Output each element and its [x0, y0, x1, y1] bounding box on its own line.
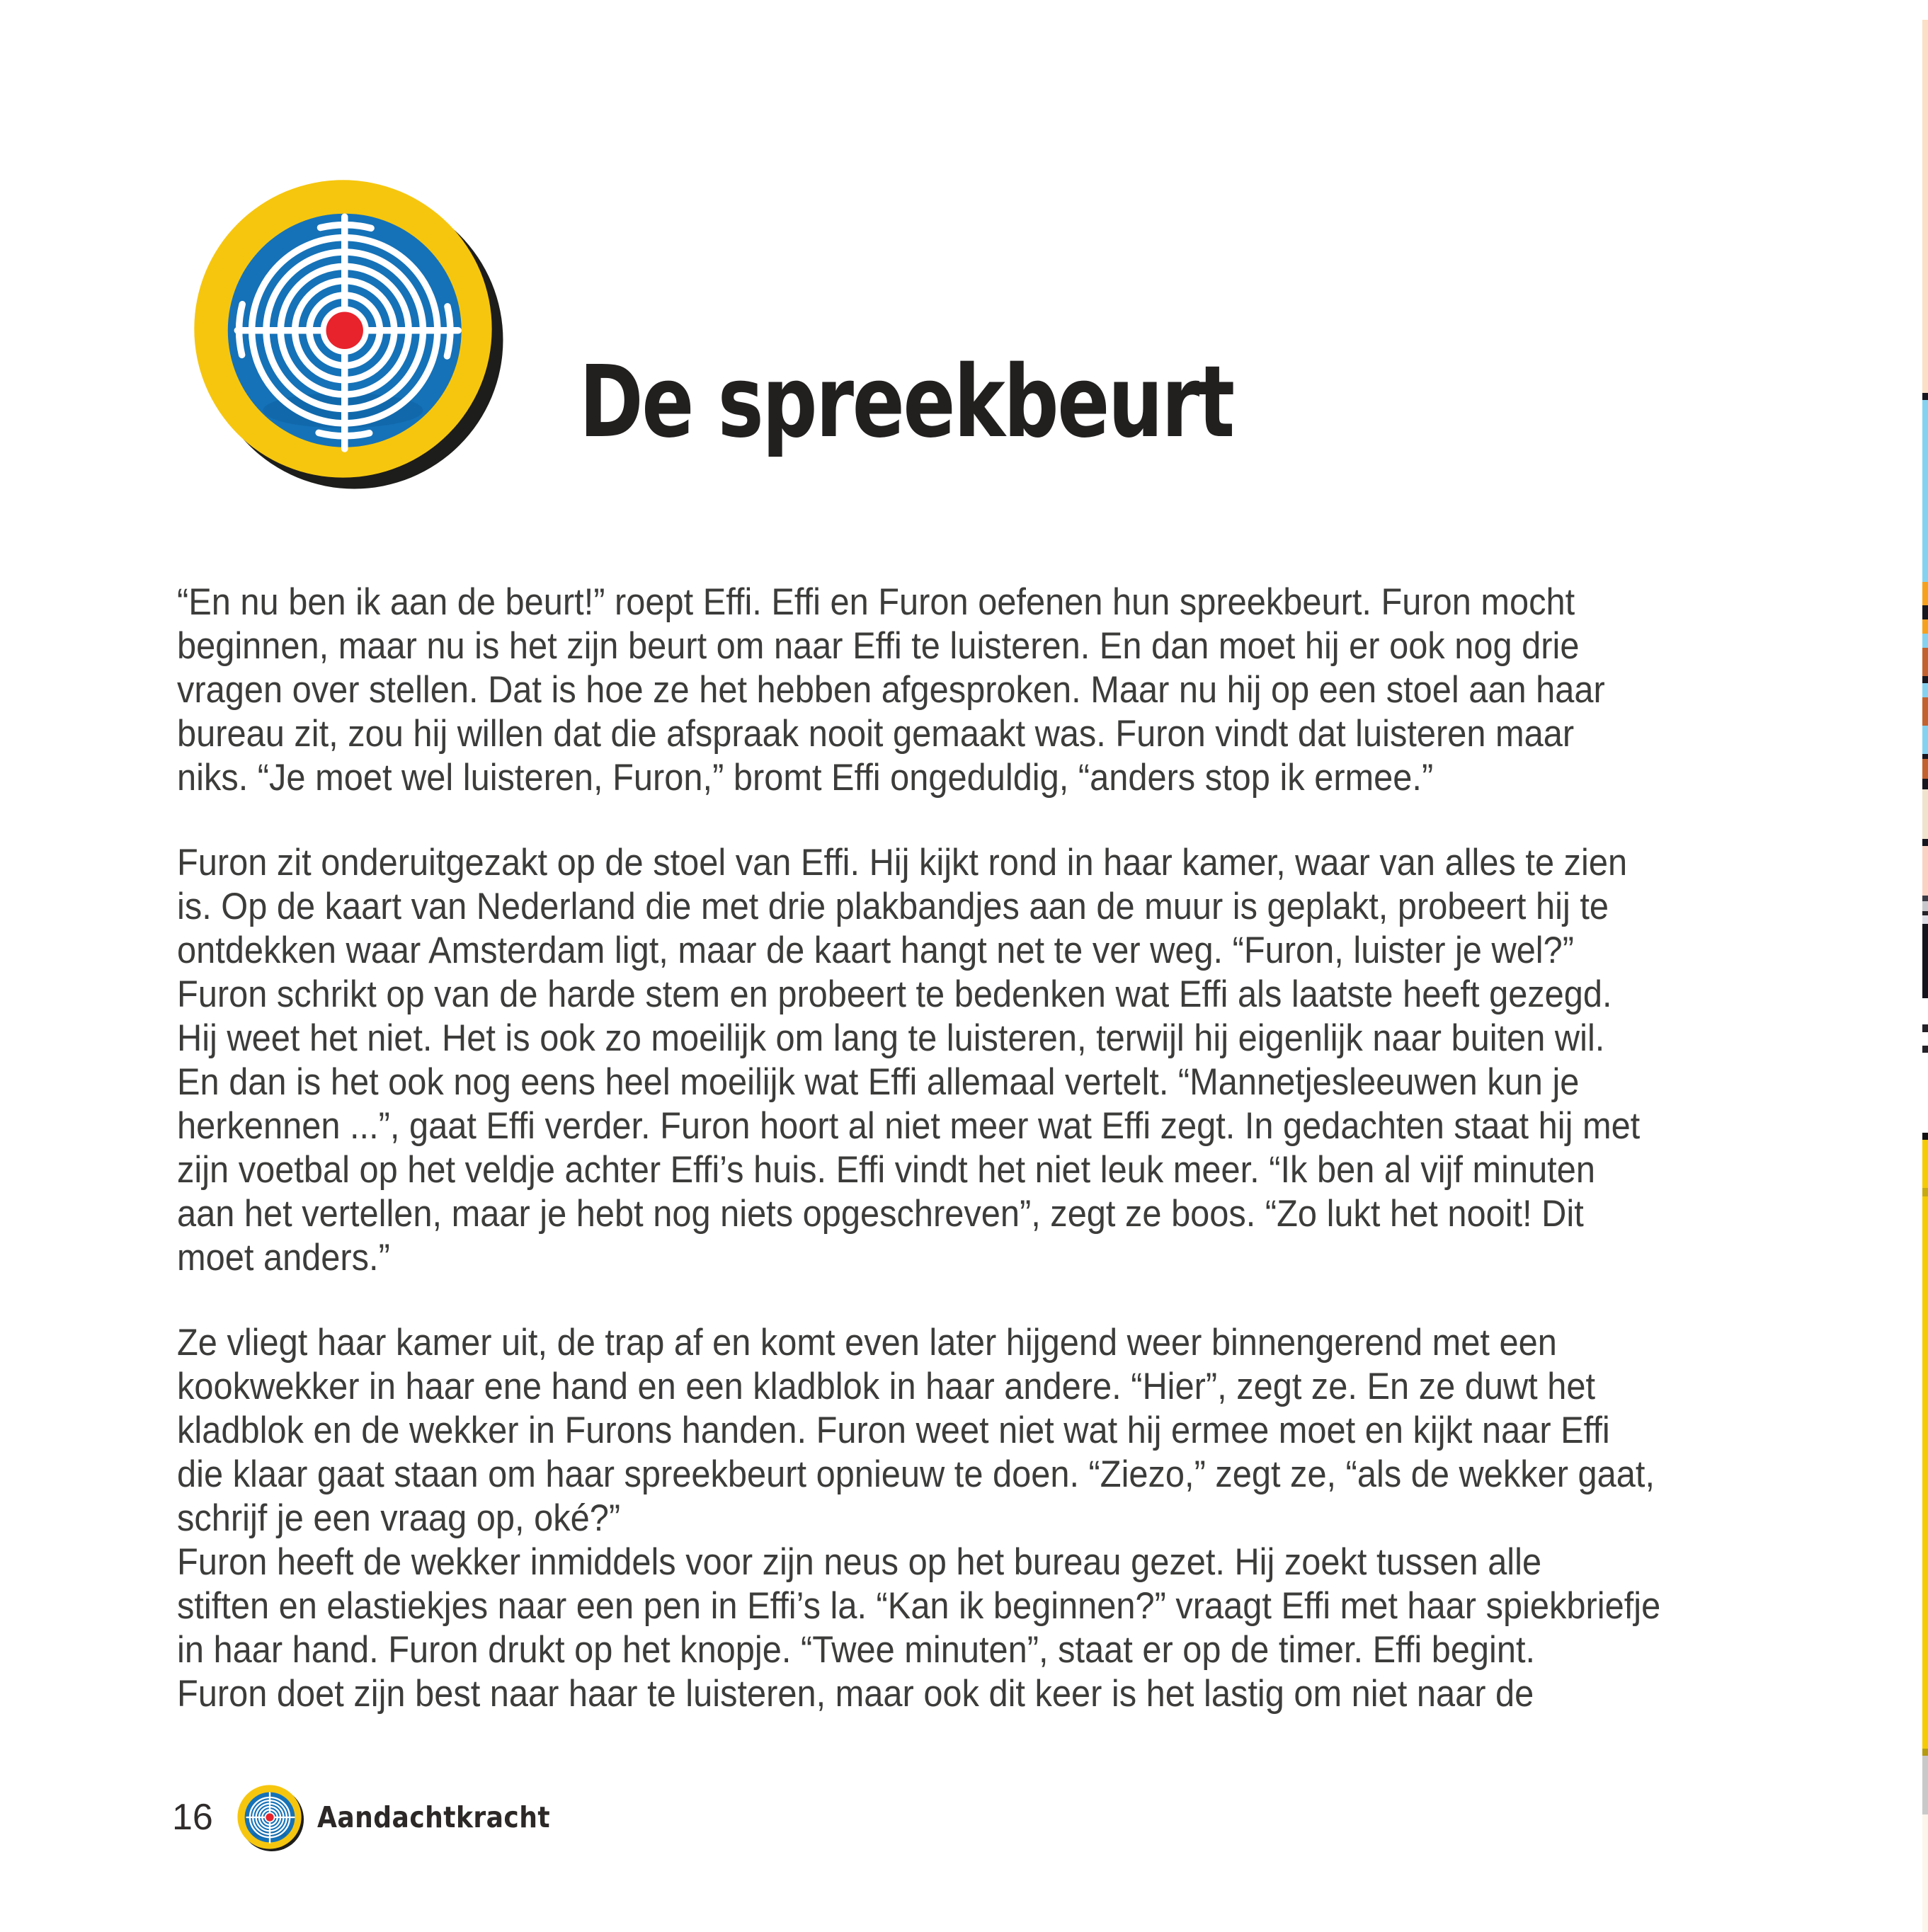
text-line: bureau zit, zou hij willen dat die afspraak nooit gemaakt was. Furon vindt dat luisteren maar — [177, 713, 1575, 755]
paragraph — [177, 1321, 1753, 1716]
edge-strip-segment — [1922, 789, 1928, 839]
text-line: moet anders.” — [177, 1237, 390, 1279]
text-line: is. Op de kaart van Nederland die met drie plakbandjes aan de muur is geplakt, probeert hij te — [177, 886, 1609, 927]
text-line: stiften en elastiekjes naar een pen in Effi’s la. “Kan ik beginnen?” vraagt Effi met haar spiekbriefje — [177, 1585, 1661, 1627]
story-text — [177, 581, 1753, 1716]
text-line: En dan is het ook nog eens heel moeilijk wat Effi allemaal vertelt. “Mannetjesleeuwen kun je — [177, 1061, 1580, 1103]
page-number: 16 — [172, 1797, 213, 1838]
text-line: kladblok en de wekker in Furons handen. Furon weet niet wat hij ermee moet en kijkt naar Effi — [177, 1410, 1610, 1451]
edge-strip-segment — [1922, 683, 1928, 697]
edge-strip-segment — [1922, 779, 1928, 789]
text-line: herkennen ...”, gaat Effi verder. Furon hoort al niet meer wat Effi zegt. In gedachten staat hij met — [177, 1105, 1641, 1147]
edge-strip-segment — [1922, 697, 1928, 726]
edge-strip-segment — [1922, 1188, 1928, 1196]
edge-strip-segment — [1922, 400, 1928, 582]
brand-name: Aandachtkracht — [316, 1800, 550, 1834]
page-edge-strip — [1922, 0, 1928, 1932]
text-line: Hij weet het niet. Het is ook zo moeilijk om lang te luisteren, terwijl hij eigenlijk naar buiten wil. — [177, 1017, 1605, 1059]
edge-strip-segment — [1922, 619, 1928, 634]
edge-strip-segment — [1922, 676, 1928, 683]
text-line: Furon heeft de wekker inmiddels voor zijn neus op het bureau gezet. Hij zoekt tussen alle — [177, 1541, 1542, 1583]
edge-strip-segment — [1922, 1053, 1928, 1133]
edge-strip-segment — [1922, 1133, 1928, 1140]
edge-strip-segment — [1922, 1756, 1928, 1814]
edge-strip-segment — [1922, 20, 1928, 393]
edge-strip-segment — [1922, 1046, 1928, 1053]
edge-strip-segment — [1922, 1032, 1928, 1046]
edge-strip-segment — [1922, 924, 1928, 998]
text-line: ontdekken waar Amsterdam ligt, maar de kaart hangt net te ver weg. “Furon, luister je wel?” — [177, 930, 1574, 971]
edge-strip-segment — [1922, 754, 1928, 759]
edge-strip-segment — [1922, 1140, 1928, 1188]
edge-strip-segment — [1922, 915, 1928, 924]
text-line: aan het vertellen, maar je hebt nog niets opgeschreven”, zegt ze boos. “Zo lukt het nooit! Dit — [177, 1193, 1584, 1235]
text-line: niks. “Je moet wel luisteren, Furon,” bromt Effi ongeduldig, “anders stop ik ermee.” — [177, 757, 1434, 799]
edge-strip-segment — [1922, 998, 1928, 1024]
text-line: “En nu ben ik aan de beurt!” roept Effi. Effi en Furon oefenen hun spreekbeurt. Furon mocht — [177, 581, 1575, 623]
page-footer — [172, 1780, 582, 1854]
edge-strip-segment — [1922, 393, 1928, 400]
edge-strip-segment — [1922, 726, 1928, 754]
edge-strip-segment — [1922, 1749, 1928, 1756]
text-line: in haar hand. Furon drukt op het knopje. “Twee minuten”, staat er op de timer. Effi begint. — [177, 1629, 1536, 1671]
text-line: Furon schrikt op van de harde stem en probeert te bedenken wat Effi als laatste heeft gezegd. — [177, 973, 1612, 1015]
text-line: kookwekker in haar ene hand en een kladblok in haar andere. “Hier”, zegt ze. En ze duwt het — [177, 1366, 1596, 1407]
edge-strip-segment — [1922, 1024, 1928, 1032]
text-line: Furon doet zijn best naar haar te luisteren, maar ook dit keer is het lastig om niet naar de — [177, 1673, 1534, 1715]
page-title: De spreekbeurt — [579, 344, 1233, 460]
text-line: Ze vliegt haar kamer uit, de trap af en komt even later hijgend weer binnengerend met een — [177, 1322, 1557, 1364]
edge-strip-segment — [1922, 759, 1928, 779]
edge-strip-segment — [1922, 1814, 1928, 1932]
edge-strip-segment — [1922, 846, 1928, 896]
edge-strip-segment — [1922, 605, 1928, 619]
edge-strip-segment — [1922, 839, 1928, 846]
edge-strip-segment — [1922, 901, 1928, 911]
edge-strip-segment — [1922, 896, 1928, 901]
footer-bullseye-logo-icon — [236, 1783, 304, 1852]
paragraph — [177, 581, 1753, 800]
edge-strip-segment — [1922, 1196, 1928, 1749]
text-line: vragen over stellen. Dat is hoe ze het hebben afgesproken. Maar nu hij op een stoel aan haar — [177, 669, 1605, 711]
text-line: schrijf je een vraag op, oké?” — [177, 1497, 621, 1539]
edge-strip-segment — [1922, 634, 1928, 648]
bullseye-logo-icon — [186, 172, 506, 492]
text-line: beginnen, maar nu is het zijn beurt om naar Effi te luisteren. En dan moet hij er ook nog drie — [177, 625, 1580, 667]
text-line: zijn voetbal op het veldje achter Effi’s huis. Effi vindt het niet leuk meer. “Ik ben al vijf minuten — [177, 1149, 1595, 1191]
paragraph — [177, 841, 1753, 1280]
edge-strip-segment — [1922, 582, 1928, 605]
text-line: die klaar gaat staan om haar spreekbeurt opnieuw te doen. “Ziezo,” zegt ze, “als de wekker gaat, — [177, 1453, 1655, 1495]
edge-strip-segment — [1922, 648, 1928, 676]
text-line: Furon zit onderuitgezakt op de stoel van Effi. Hij kijkt rond in haar kamer, waar van alles te zien — [177, 842, 1628, 884]
